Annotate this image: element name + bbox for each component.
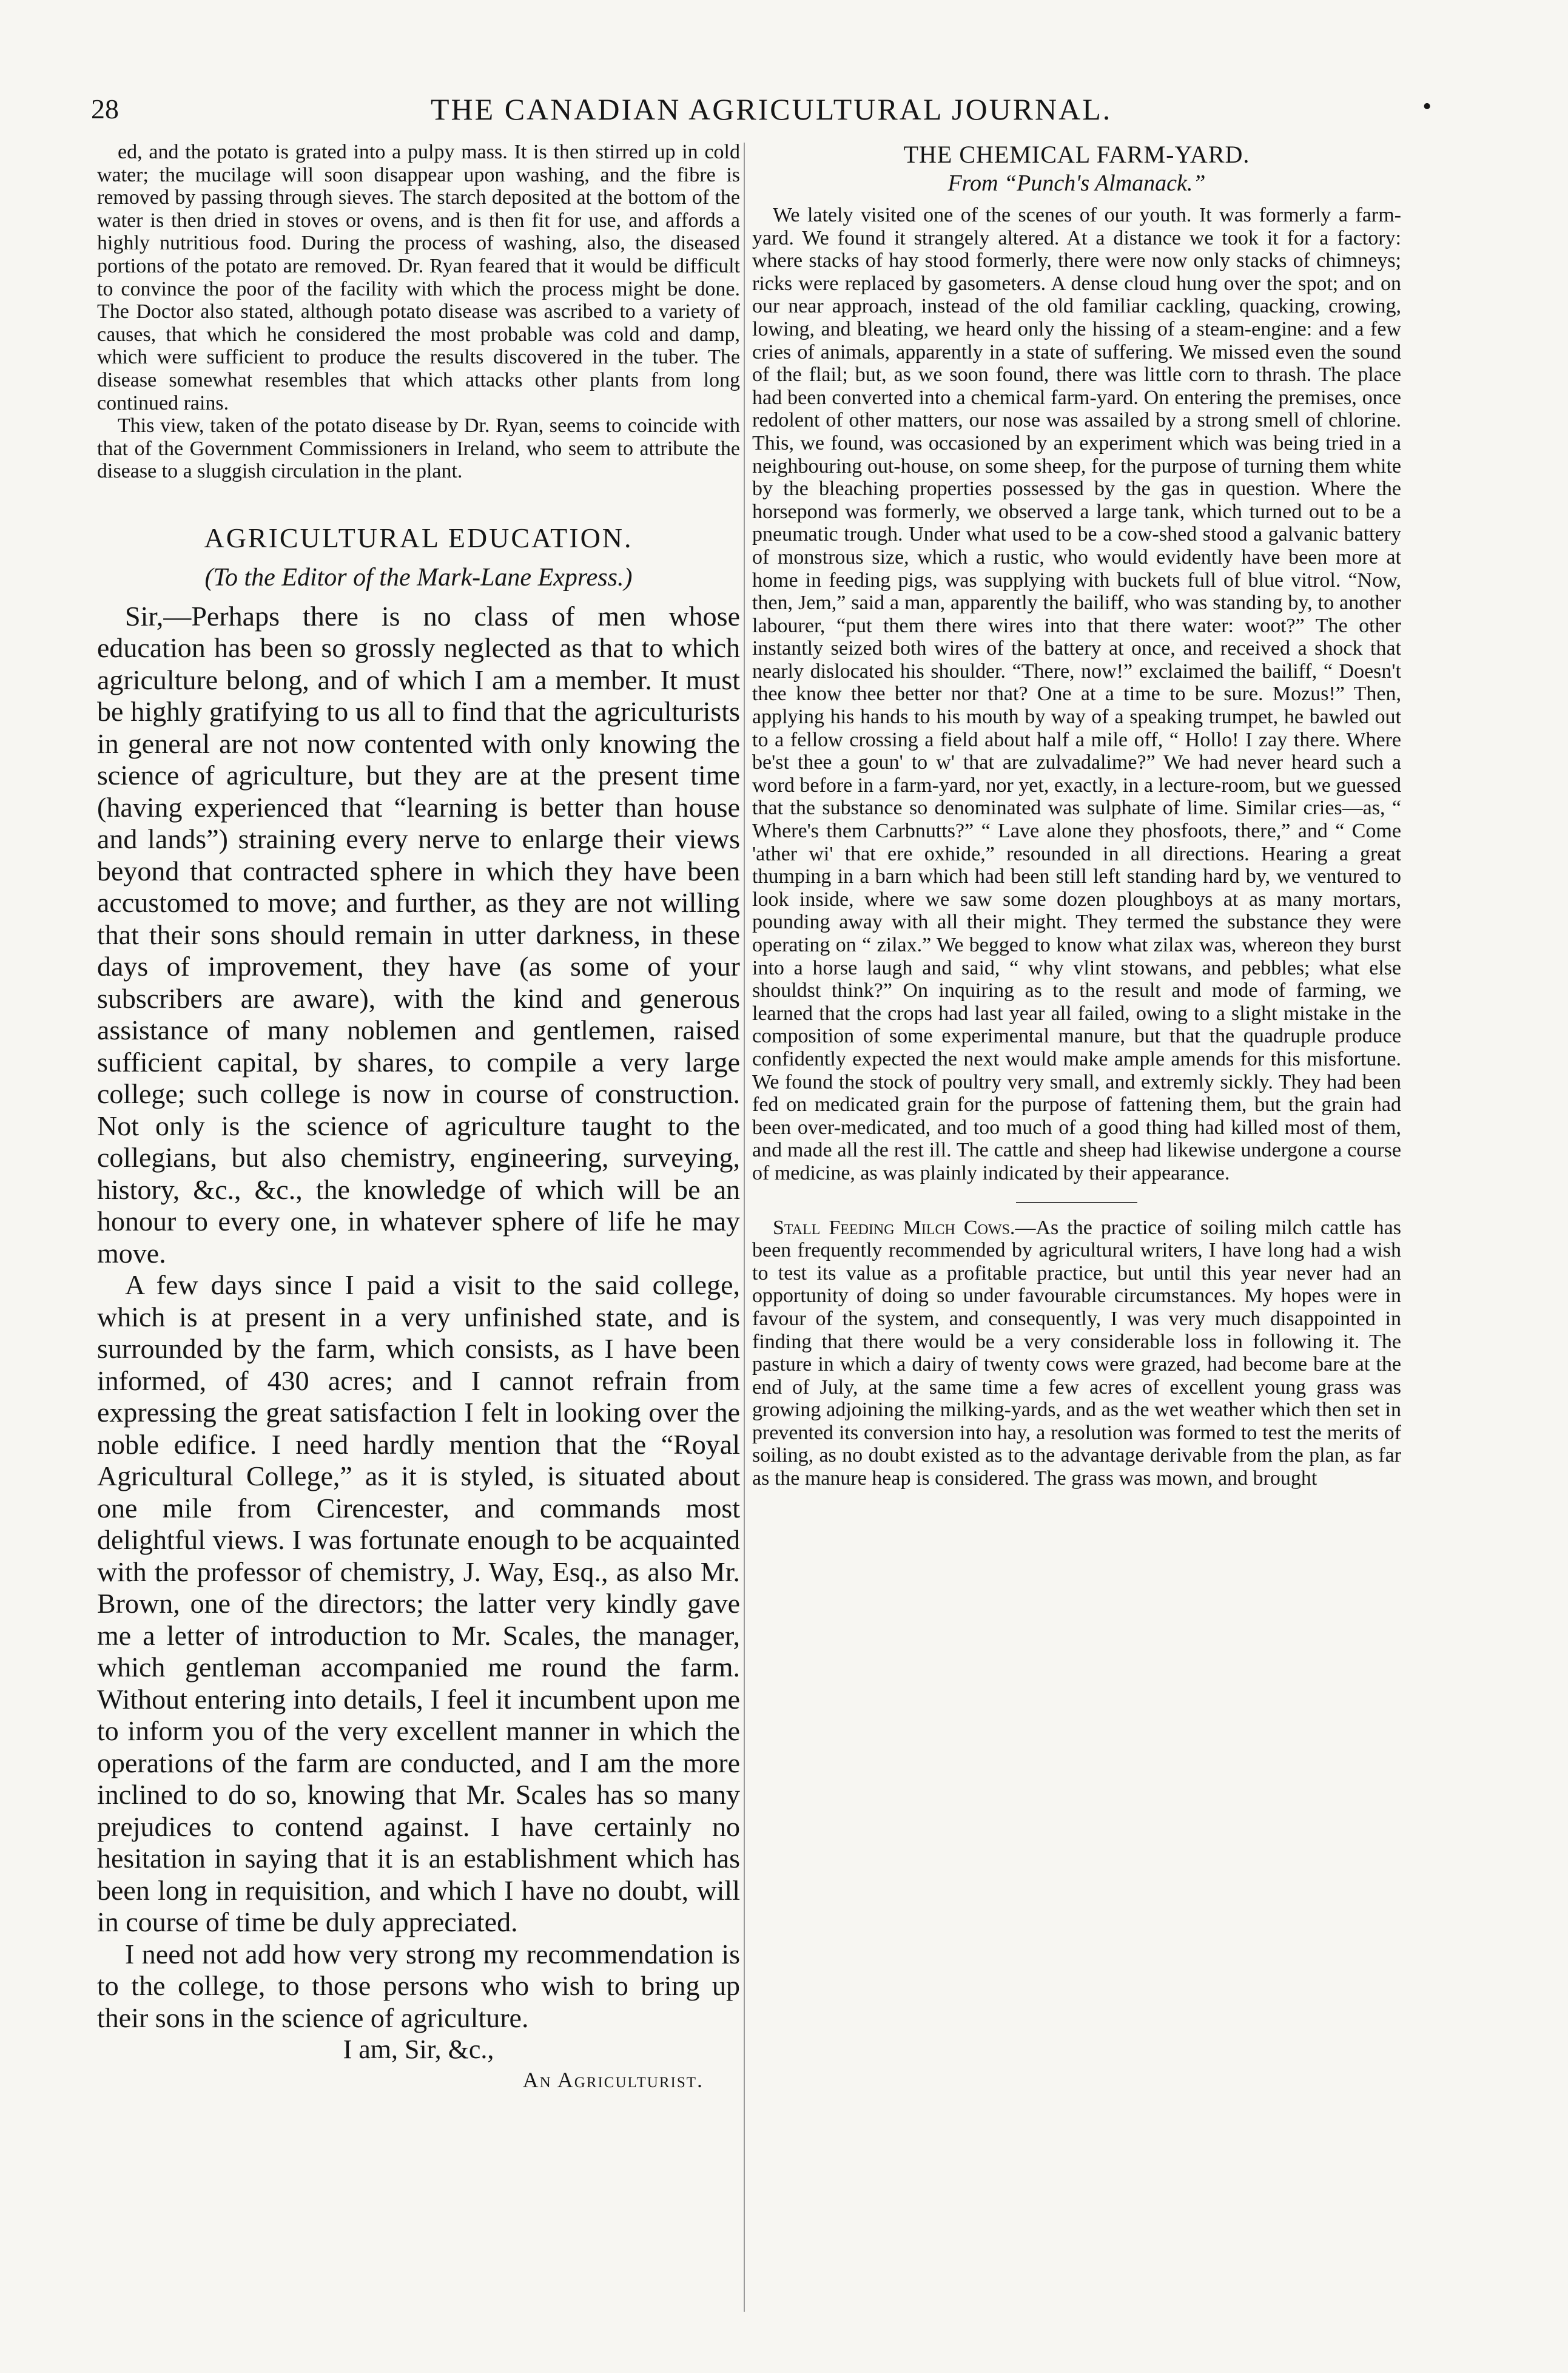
bullet-mark: • bbox=[1422, 93, 1432, 121]
page-number: 28 bbox=[91, 93, 119, 124]
stall-feeding-paragraph bbox=[752, 1217, 1401, 1490]
education-paragraph-2: A few days since I paid a visit to the said college, which is at present in a very unfinished state, and is surrounded by the farm, which consists, as I have been informed, of 430 acres; and I cannot refrain from expressing the great satisfaction I felt in looking over the noble edifice. I need hardly mention that the “Royal Agricultural College,” as it is styled, is situated about one mile from Cirencester, and commands most delightful views. I was fortunate enough to be acquainted with the professor of chemistry, J. Way, Esq., as also Mr. Brown, one of the directors; the latter very kindly gave me a letter of introduction to Mr. Scales, the manager, which gentleman accompanied me round the farm. Without entering into details, I feel it incumbent upon me to inform you of the very excellent manner in which the operations of the farm are conducted, and I am the more inclined to do so, knowing that Mr. Scales has so many prejudices to contend against. I have certainly no hesitation in saying that it is an establishment which has been long in requisition, and which I have no doubt, will in course of time be duly appreciated. bbox=[97, 1269, 740, 1938]
page-header bbox=[91, 91, 1432, 140]
education-paragraph-1: Sir,—Perhaps there is no class of men whose education has been so grossly neglected as that to which agriculture belong, and of which I am a member. It must be highly gratifying to us all to find that the agriculturists in general are not now contented with only knowing the science of agriculture, but they are at the present time (having experienced that “learning is better than house and lands”) straining every nerve to enlarge their views beyond that contracted sphere in which they have been accustomed to move; and further, as they are not willing that their sons should remain in utter darkness, in these days of improvement, they have (as some of your subscribers are aware), with the kind and generous assistance of many noblemen and gentlemen, raised sufficient capital, by shares, to compile a very large college; such college is now in course of construction. Not only is the science of agriculture taught to the collegians, but also chemistry, engineering, surveying, history, &c., &c., the knowledge of which will be an honour to every one, in whatever sphere of life he may move. bbox=[97, 600, 740, 1269]
running-title: THE CANADIAN AGRICULTURAL JOURNAL. bbox=[431, 92, 1112, 126]
education-paragraph-3: I need not add how very strong my recommendation is to the college, to those persons who wish to bring up their sons in the science of agriculture. bbox=[97, 1938, 740, 2033]
stall-feeding-text: —As the practice of soiling milch cattle has been frequently recommended by agricultural writers, I have long had a wish to test its value as a profitable practice, but until this year never had an opportunity of doing so under favourable circumstances. My hopes were in favour of the system, and consequently, I was very much disappointed in finding that there would be a very considerable loss in following it. The pasture in which a dairy of twenty cows were grazed, had become bare at the end of July, at the same time a few acres of excellent young grass was growing adjoining the milking-yards, and as the wet weather which then set in prevented its conversion into hay, a resolution was formed to test the merits of soiling, as no doubt existed as to the advantage derivable from the plan, as far as the manure heap is considered. The grass was mown, and brought bbox=[752, 1216, 1401, 1490]
farmyard-paragraph: We lately visited one of the scenes of our youth. It was formerly a farm-yard. We found it strangely altered. At a distance we took it for a factory: where stacks of hay stood formerly, there were now only stacks of chimneys; ricks were replaced by gasometers. A dense cloud hung over the spot; and on our near approach, instead of the old familiar cackling, quacking, crowing, lowing, and bleating, we heard only the hissing of a steam-engine: and a few cries of animals, apparently in a state of suffering. We missed even the sound of the flail; but, as we soon found, there was little corn to thrash. The place had been converted into a chemical farm-yard. On entering the premises, once redolent of other matters, our nose was assailed by a strong smell of chlorine. This, we found, was occasioned by an experiment which was being tried in a neighbouring out-house, on some sheep, for the purpose of turning them white by the bleaching properties possessed by the gas in question. Where the horsepond was formerly, we observed a large tank, which turned out to be a pneumatic trough. Under what used to be a cow-shed stood a galvanic battery of monstrous size, which a rustic, who would evidently have been more at home in feeding pigs, was supplying with buckets full of blue vitrol. “Now, then, Jem,” said a man, apparently the bailiff, who was standing by, to another labourer, “put them there wires into that there water: woot?” The other instantly seized both wires of the battery at once, and received a shock that nearly dislocated his shoulder. “There, now!” exclaimed the bailiff, “ Doesn't thee know thee better nor that? One at a time to be sure. Mozus!” Then, applying his hands to his mouth by way of a speaking trumpet, he bawled out to a fellow crossing a field about half a mile off, “ Hollo! I zay there. Where be'st thee a goun' to w' that are zulvadalime?” We had never heard such a word before in a farm-yard, nor yet, exactly, in a lecture-room, but we guessed that the substance so denominated was sulphate of lime. Similar cries—as, “ Where's them Carbnutts?” “ Lave alone they phosfoots, there,” and “ Come 'ather wi' that ere oxhide,” resounded in all directions. Hearing a great thumping in a barn which had been still left standing hard by, we ventured to look inside, where we saw some dozen ploughboys at as many mortars, pounding away with all their might. They termed the substance they were operating on “ zilax.” We begged to know what zilax was, whereon they burst into a horse laugh and said, “ why vlint stowans, and pebbles; what else shouldst think?” On inquiring as to the result and mode of farming, we learned that the crops had last year all failed, owing to a slight mistake in the composition of some experimental manure, but that the quadruple produce confidently expected the next would make ample amends for this misfortune. We found the stock of poultry very small, and extremly sickly. They had been fed on medicated grain for the purpose of fattening them, but the grain had been over-medicated, and too much of a good thing had killed most of them, and made all the rest ill. The cattle and sheep had likewise undergone a course of medicine, as was plainly indicated by their appearance. bbox=[752, 204, 1401, 1184]
potato-paragraph: ed, and the potato is grated into a pulpy mass. It is then stirred up in cold water; the mucilage will soon disappear upon washing, and the fibre is removed by passing through sieves. The starch deposited at the bottom of the water is then dried in stoves or ovens, and is then fit for use, and affords a highly nutritious food. During the process of washing, also, the diseased portions of the potato are removed. Dr. Ryan feared that it would be difficult to convince the poor of the facility with which the process might be done. The Doctor also stated, although potato disease was ascribed to a variety of causes, that which he considered the most probable was cold and damp, which were sufficient to produce the results discovered in the tuber. The disease somewhat resembles that which attacks other plants from long continued rains. bbox=[97, 141, 740, 414]
right-column bbox=[752, 141, 1401, 1490]
signature: An Agriculturist. bbox=[522, 2068, 704, 2093]
signoff: I am, Sir, &c., bbox=[343, 2034, 494, 2065]
article-byline-education: (To the Editor of the Mark-Lane Express.) bbox=[204, 563, 633, 592]
article-byline-farmyard: From “Punch's Almanack.” bbox=[947, 170, 1206, 196]
left-column bbox=[97, 141, 740, 2095]
article-heading-farmyard: THE CHEMICAL FARM-YARD. bbox=[903, 141, 1250, 168]
column-rule bbox=[744, 143, 745, 2312]
separator-rule bbox=[1016, 1202, 1137, 1203]
article-heading-education: AGRICULTURAL EDUCATION. bbox=[204, 522, 633, 553]
ryan-paragraph: This view, taken of the potato disease by Dr. Ryan, seems to coincide with that of the Government Commissioners in Ireland, who seem to attribute the disease to a sluggish circulation in the plant. bbox=[97, 414, 740, 483]
stall-feeding-lead: Stall Feeding Milch Cows. bbox=[773, 1216, 1015, 1239]
